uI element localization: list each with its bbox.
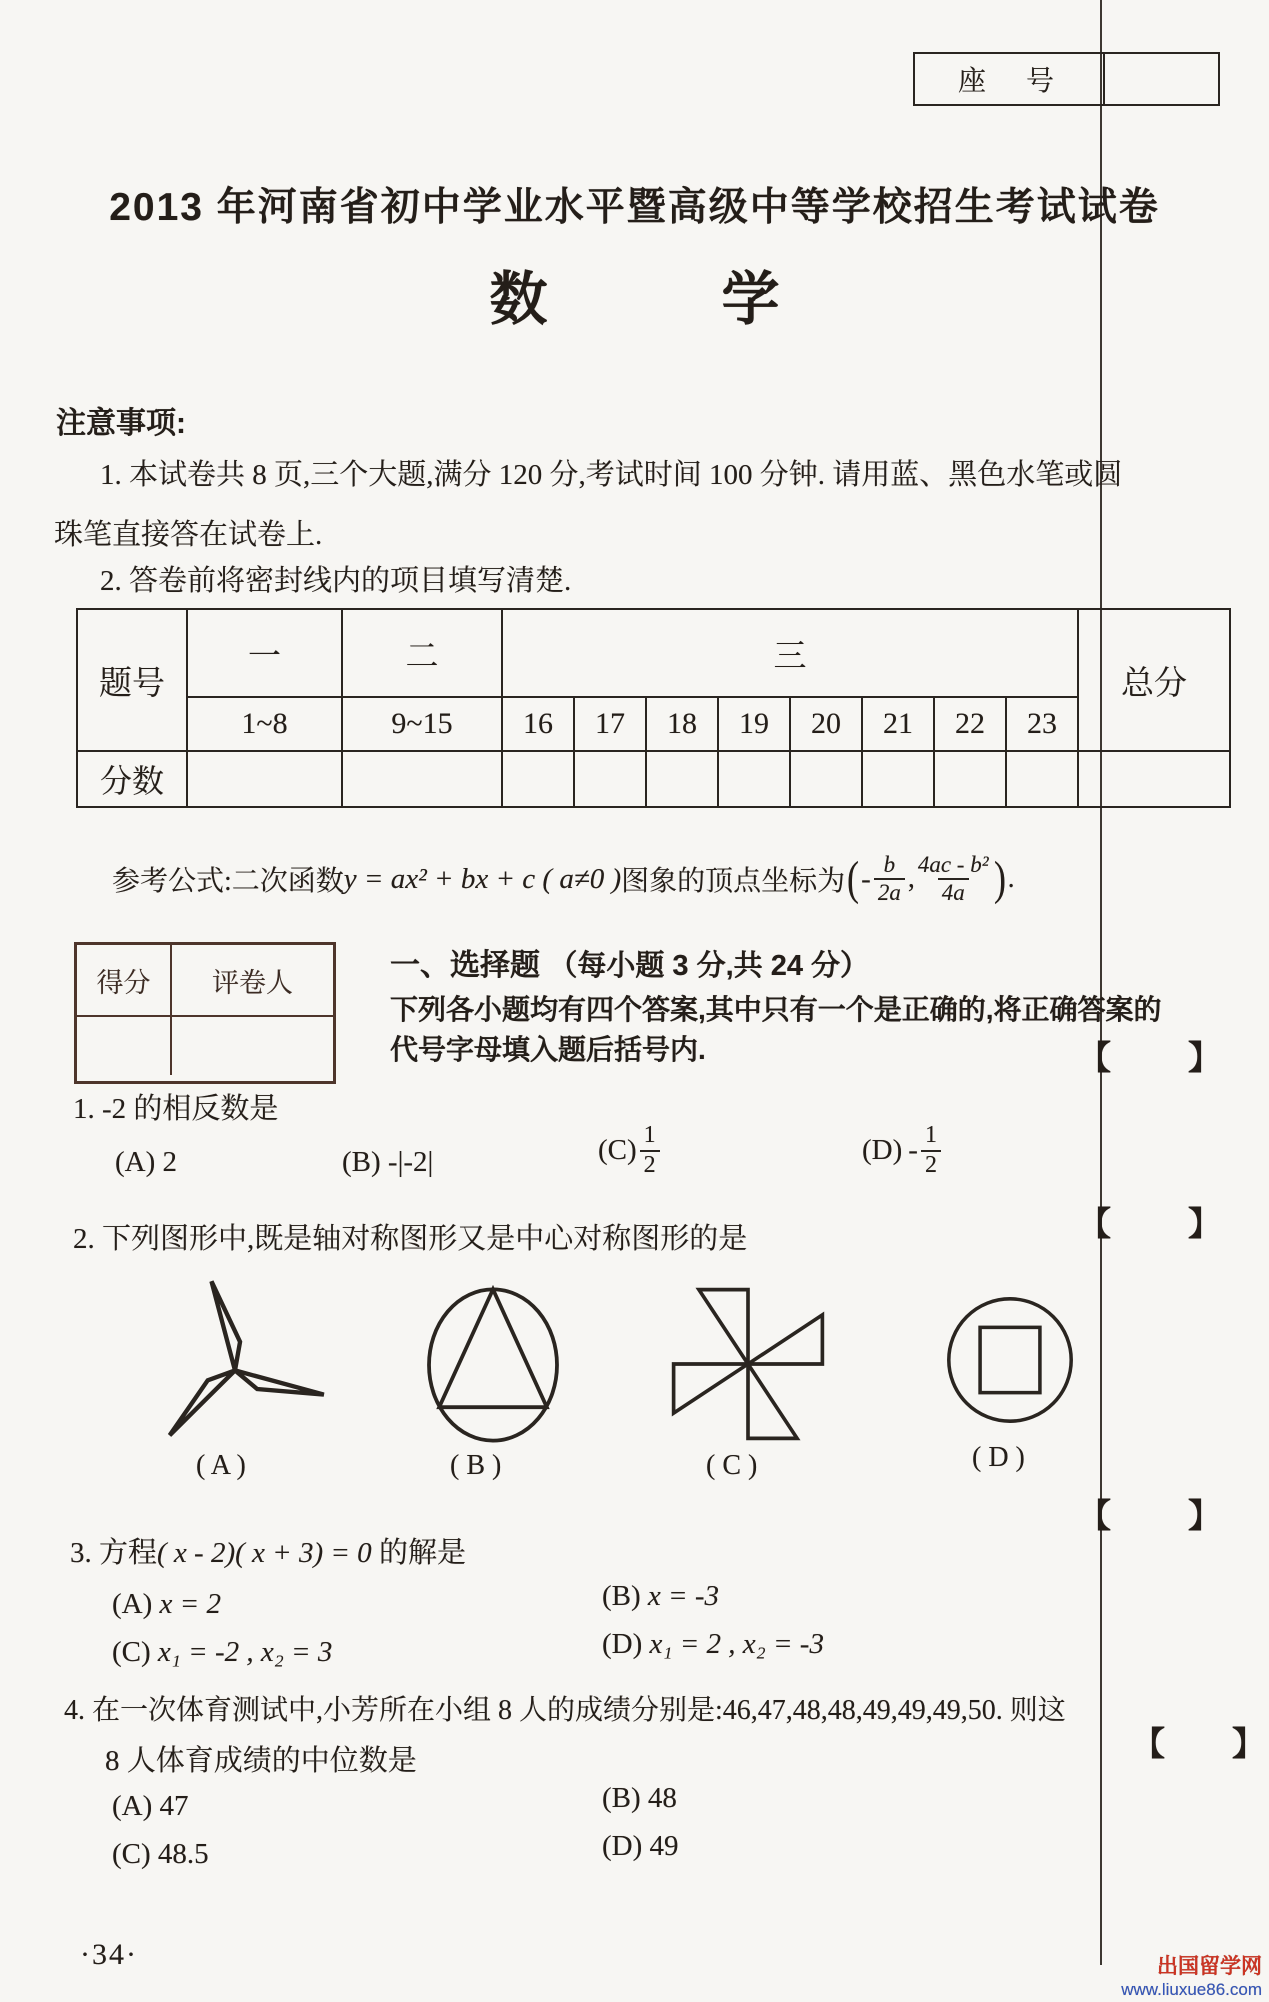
q3-stem-prefix: 3. 方程 (70, 1537, 158, 1569)
option-value: x = -3 (647, 1580, 720, 1612)
site-watermark (1050, 1950, 1262, 2000)
figure-a-triskelion (140, 1278, 330, 1446)
option-label: (B) (602, 1782, 641, 1814)
grader-label: 评卷人 (212, 967, 293, 998)
option-label: (C) (112, 1636, 151, 1668)
fraction-numerator: 1 (643, 1122, 656, 1148)
table-sub-label: 9~15 (342, 697, 502, 751)
notice-item1-line2: 珠笔直接答在试卷上. (54, 519, 323, 551)
fraction-numerator: b (883, 852, 896, 877)
table-sub-label: 23 (1006, 697, 1078, 751)
table-group-three: 三 (502, 609, 1078, 697)
q4-option-a (112, 1790, 189, 1823)
section1-title: 一、选择题 (390, 949, 540, 982)
answer-bracket-open: 【 (1078, 1207, 1111, 1243)
score-obtained-blank (77, 1017, 172, 1075)
q3-option-d (602, 1628, 824, 1661)
table-sub-label: 16 (502, 697, 574, 751)
option-fraction (640, 1122, 660, 1179)
notice-item1-line1: 1. 本试卷共 8 页,三个大题,满分 120 分,考试时间 100 分钟. 请用蓝、黑色水笔或圆 (100, 459, 1123, 491)
q1-option-a (115, 1146, 177, 1179)
question2-stem: 2. 下列图形中,既是轴对称图形又是中心对称图形的是 (73, 1223, 748, 1255)
figure-c-label: ( C ) (706, 1450, 758, 1481)
question4-stem-line2: 8 人体育成绩的中位数是 (105, 1745, 417, 1777)
seat-number-label: 座 号 (915, 54, 1105, 104)
option-fraction (921, 1122, 941, 1179)
figure-c-pinwheel (668, 1282, 828, 1446)
option-label: (D) (602, 1628, 643, 1660)
table-header-question-number: 题号 (77, 609, 187, 751)
section1-heading (390, 940, 869, 984)
answer-bracket-open: 【 (1132, 1727, 1165, 1763)
score-cell (342, 751, 502, 807)
table-sub-label: 18 (646, 697, 718, 751)
option-value: x₁ = -2 , x₂ = 3 (157, 1636, 333, 1668)
formula-quadratic: y = ax² + bx + c ( a≠0 ) (343, 862, 622, 895)
score-cell (790, 751, 862, 807)
formula-prefix: 参考公式:二次函数 (112, 866, 344, 898)
q3-option-a (112, 1588, 221, 1621)
option-label: (A) (112, 1588, 153, 1620)
exam-title: 2013 年河南省初中学业水平暨高级中等学校招生考试试卷 (109, 186, 1160, 229)
q3-stem-suffix: 的解是 (371, 1537, 466, 1569)
option-label: (B) (342, 1146, 381, 1178)
formula-fraction-2 (918, 852, 989, 907)
table-sub-label: 21 (862, 697, 934, 751)
table-sub-label: 19 (718, 697, 790, 751)
option-value: x₁ = 2 , x₂ = -3 (649, 1628, 824, 1660)
notice-item2: 2. 答卷前将密封线内的项目填写清楚. (100, 565, 572, 597)
option-value: 48 (647, 1782, 677, 1814)
figure-d-circle-square (942, 1292, 1078, 1428)
formula-mid-text: 图象的顶点坐标为 (621, 866, 846, 898)
table-sub-label: 20 (790, 697, 862, 751)
minus-sign: - (908, 1134, 918, 1167)
seat-number-blank-cell (1105, 54, 1218, 104)
q1-option-d (862, 1122, 944, 1179)
fraction-numerator: 1 (924, 1122, 937, 1148)
page-number: ·34· (80, 1938, 138, 1971)
answer-bracket-close: 】 (1188, 1041, 1221, 1077)
score-obtained-label: 得分 (77, 945, 172, 1015)
score-cell (187, 751, 342, 807)
formula-period: . (1007, 863, 1015, 895)
option-label: (D) (602, 1830, 643, 1862)
score-summary-table (76, 608, 1231, 808)
question4-stem-line1: 4. 在一次体育测试中,小芳所在小组 8 人的成绩分别是:46,47,48,48,49,49,49,50. 则这 (64, 1695, 1066, 1726)
section1-instruction-line2: 代号字母填入题后括号内. (390, 1034, 706, 1065)
table-total-label: 总分 (1078, 609, 1230, 751)
score-cell (718, 751, 790, 807)
formula-comma: , (907, 863, 915, 895)
q4-option-d (602, 1830, 679, 1863)
option-value: 48.5 (157, 1838, 209, 1870)
option-value: -|-2| (387, 1146, 434, 1178)
watermark-site-url: www.liuxue86.com (1121, 1980, 1262, 1999)
fraction-denominator: 2 (921, 1150, 941, 1180)
q3-stem-equation: ( x - 2)( x + 3) = 0 (157, 1537, 372, 1569)
figure-b-label: ( B ) (450, 1450, 502, 1481)
figure-b-circle-triangle (420, 1285, 566, 1445)
option-label: (C) (598, 1134, 637, 1167)
option-value: x = 2 (159, 1588, 221, 1620)
notices-heading: 注意事项: (56, 407, 186, 440)
table-sub-label: 17 (574, 697, 646, 751)
score-cell (934, 751, 1006, 807)
table-score-row-label: 分数 (77, 751, 187, 807)
section1-instruction-line1: 下列各小题均有四个答案,其中只有一个是正确的,将正确答案的 (390, 994, 1162, 1025)
answer-bracket-close: 】 (1188, 1499, 1221, 1535)
question1-stem: 1. -2 的相反数是 (73, 1093, 279, 1125)
q1-option-b (342, 1146, 433, 1179)
score-cell (862, 751, 934, 807)
table-sub-label: 22 (934, 697, 1006, 751)
option-value: 49 (649, 1830, 679, 1862)
q4-option-c (112, 1838, 209, 1871)
grader-blank (172, 1017, 333, 1153)
formula-fraction-1 (874, 852, 905, 907)
option-label: (D) (862, 1134, 903, 1167)
answer-bracket-open: 【 (1078, 1499, 1111, 1535)
score-cell (502, 751, 574, 807)
q3-option-b (602, 1580, 719, 1613)
score-cell (574, 751, 646, 807)
answer-bracket-open: 【 (1078, 1041, 1111, 1077)
figure-d-label: ( D ) (972, 1442, 1025, 1473)
q1-option-c (598, 1122, 663, 1179)
option-value: 2 (162, 1146, 178, 1178)
answer-bracket-close: 】 (1232, 1727, 1265, 1763)
exam-subject: 数 学 (489, 267, 780, 332)
score-cell (1078, 751, 1230, 807)
q4-option-b (602, 1782, 677, 1815)
figure-a-label: ( A ) (196, 1450, 246, 1481)
reference-formula: 参考公式:二次函数 y = ax² + bx + c ( a≠0 ) 图象的顶点坐标为 ( - $\frac{b}{2a}$ , $\frac{\text{4ac - b²}}{4a}$ ) . (112, 852, 1015, 906)
score-cell (1006, 751, 1078, 807)
seat-number-box (913, 52, 1220, 106)
watermark-site-name: 出国留学网 (1157, 1955, 1262, 1978)
table-sub-label: 1~8 (187, 697, 342, 751)
option-label: (B) (602, 1580, 641, 1612)
grader-score-box (74, 942, 336, 1084)
answer-bracket-close: 】 (1188, 1207, 1221, 1243)
fraction-denominator: 2a (874, 878, 905, 906)
table-group-one: 一 (187, 609, 342, 697)
option-label: (A) (115, 1146, 156, 1178)
fraction-denominator: 4a (938, 878, 969, 906)
formula-minus: - (861, 862, 871, 895)
option-label: (C) (112, 1838, 151, 1870)
table-group-two: 二 (342, 609, 502, 697)
section1-points-note: （每小题 3 分,共 24 分） (548, 950, 870, 982)
q3-option-c (112, 1636, 332, 1669)
question3-stem (70, 1530, 466, 1571)
option-label: (A) (112, 1790, 153, 1822)
score-cell (646, 751, 718, 807)
fraction-denominator: 2 (640, 1150, 660, 1180)
option-value: 47 (159, 1790, 189, 1822)
fraction-numerator: 4ac - b² (917, 852, 989, 877)
